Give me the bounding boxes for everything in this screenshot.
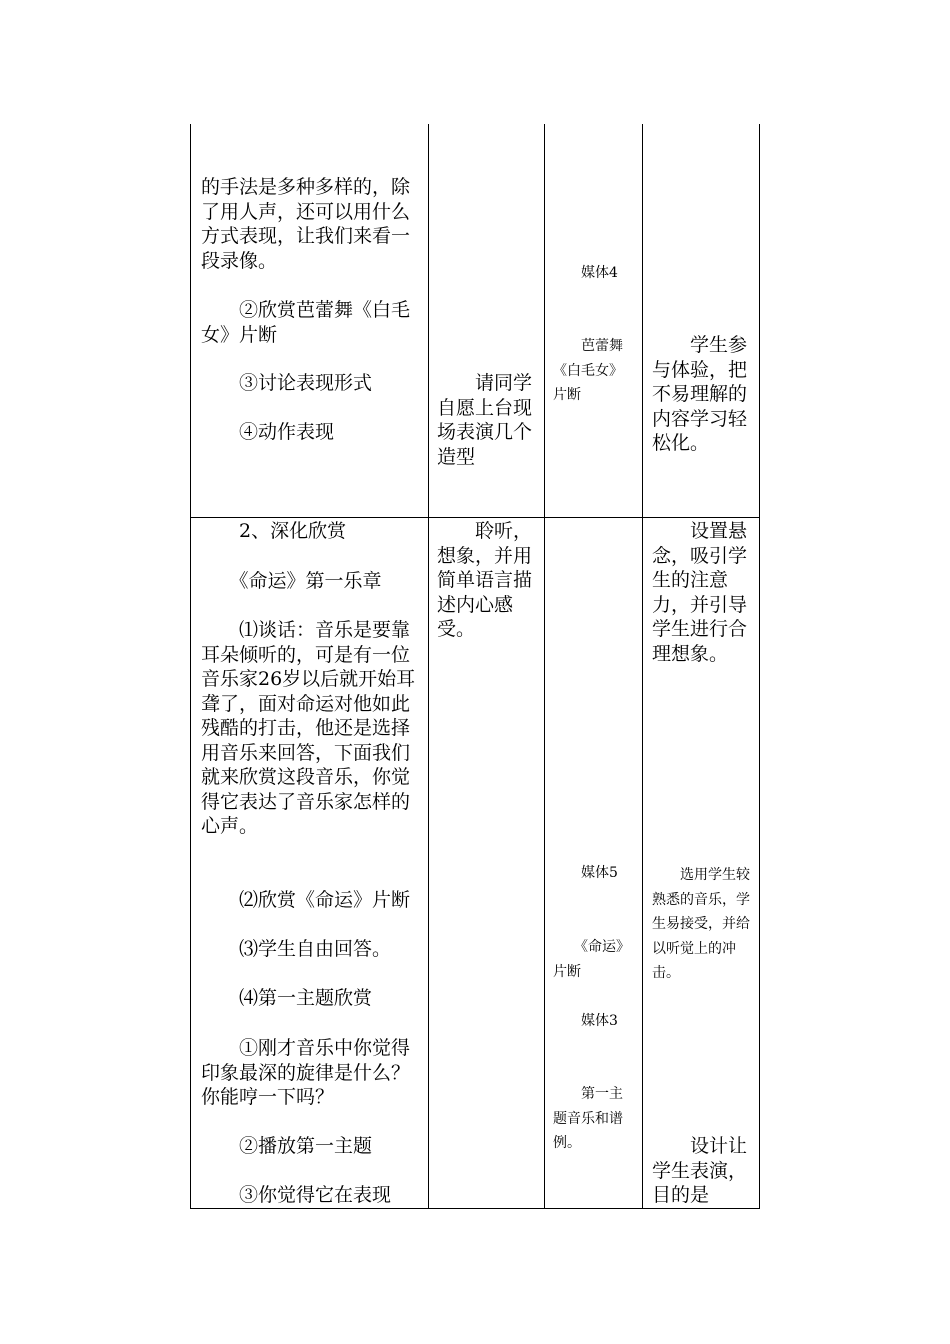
row2-col4-text3: 设计让学生表演，目的是 bbox=[652, 1135, 748, 1206]
row1-col1-item2: ②欣赏芭蕾舞《白毛女》片断 bbox=[201, 299, 411, 346]
row2-col1-q2: ②播放第一主题 bbox=[201, 1135, 373, 1157]
row2-col1-q3: ③你觉得它在表现 bbox=[201, 1184, 392, 1206]
row2-col1-p2: ⑵欣赏《命运》片断 bbox=[201, 889, 411, 911]
row2-col3-media3: 媒体3 bbox=[553, 1013, 618, 1029]
row2-col1-p3: ⑶学生自由回答。 bbox=[201, 938, 392, 960]
row1-col1-intro: 的手法是多种多样的，除了用人声，还可以用什么方式表现，让我们来看一段录像。 bbox=[201, 176, 411, 272]
row2-col1-subheading: 《命运》第一乐章 bbox=[201, 570, 382, 592]
table-row-divider bbox=[190, 517, 760, 518]
row1-col3-media: 媒体4 bbox=[553, 265, 618, 281]
row2-col4-text1: 设置悬念，吸引学生的注意力，并引导学生进行合理想象。 bbox=[652, 520, 748, 665]
table-border-bottom bbox=[190, 1208, 760, 1209]
row2-col1-p4: ⑷第一主题欣赏 bbox=[201, 987, 373, 1009]
row2-col4-text2: 选用学生较熟悉的音乐，学生易接受，并给以听觉上的冲击。 bbox=[652, 867, 750, 981]
row2-col3-desc5: 《命运》片断 bbox=[553, 939, 630, 980]
row2-col2-text: 聆听，想象，并用简单语言描述内心感受。 bbox=[437, 520, 533, 640]
table-border-right bbox=[759, 124, 760, 1209]
row1-col4-text: 学生参与体验，把不易理解的内容学习轻松化。 bbox=[652, 334, 748, 454]
row1-col3-desc: 芭蕾舞《白毛女》片断 bbox=[553, 338, 623, 403]
row1-col1-item3: ③讨论表现形式 bbox=[201, 372, 373, 394]
row1-col2-text: 请同学自愿上台现场表演几个造型 bbox=[437, 372, 533, 468]
row2-col3-desc3: 第一主题音乐和谱例。 bbox=[553, 1086, 623, 1151]
table-divider-col3 bbox=[642, 124, 643, 1209]
row2-col1-q1: ①刚才音乐中你觉得印象最深的旋律是什么？你能哼一下吗？ bbox=[201, 1037, 411, 1108]
table-border-left bbox=[190, 124, 191, 1209]
row2-col1-heading: 2、深化欣赏 bbox=[201, 520, 347, 542]
table-divider-col2 bbox=[544, 124, 545, 1209]
row1-col1-item4: ④动作表现 bbox=[201, 421, 335, 443]
row2-col1-p1: ⑴谈话：音乐是要靠耳朵倾听的，可是有一位音乐家26岁以后就开始耳聋了，面对命运对他如此残酷的打击，他还是选择用音乐来回答，下面我们就来欣赏这段音乐，你觉得它表达了音乐家怎样的心声。 bbox=[201, 619, 416, 837]
row2-col3-media5: 媒体5 bbox=[553, 865, 618, 881]
table-divider-col1 bbox=[428, 124, 429, 1209]
